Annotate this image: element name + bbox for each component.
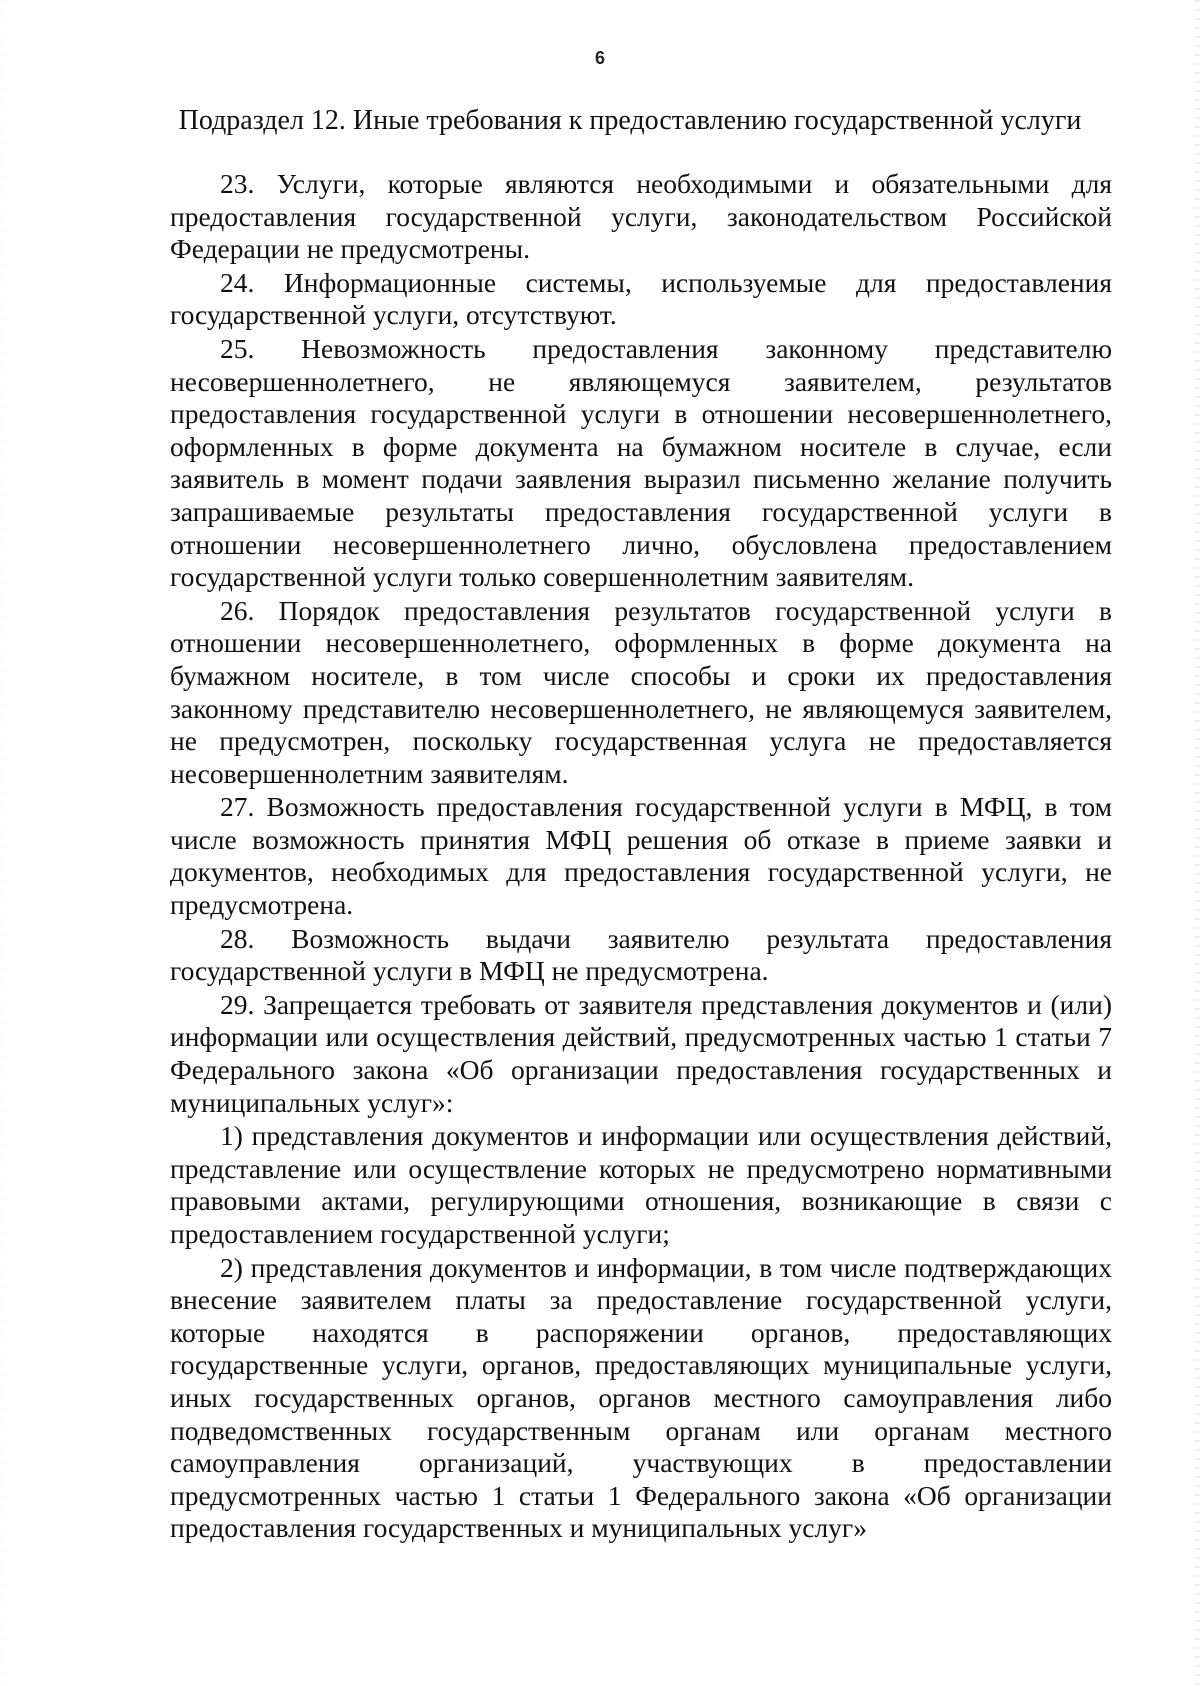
paragraph-29-item-2: 2) представления документов и информации, в том числе подтверждающих внесение заявителем платы за предоставление государственной услуги, которые находятся в распоряжении органов, предоставляющих государственные услуги, органов, предоставляющих муниципальные услуги, иных государственных органов, органов местного самоуправления либо подведомственных государственным органам или органам местного самоуправления организаций, участвующих в предоставлении предусмотренных частью 1 статьи 1 Федерального закона «Об организации предоставления государственных и муниципальных услуг» (170, 1251, 1112, 1544)
paragraph-27: 27. Возможность предоставления государственной услуги в МФЦ, в том числе возможность принятия МФЦ решения об отказе в приеме заявки и документов, необходимых для предоставления государственной услуги, не предусмотрена. (170, 791, 1112, 921)
scan-edge-left (0, 0, 3, 1686)
subsection-title: Подраздел 12. Иные требования к предоставлению государственной услуги (178, 105, 1082, 136)
document-body (170, 168, 1112, 1546)
paragraph-29-item-1: 1) представления документов и информации или осуществления действий, представление или осуществление которых не предусмотрено нормативными правовыми актами, регулирующими отношения, возникающие в связи с предоставлением государственной услуги; (170, 1120, 1112, 1249)
paragraph-25: 25. Невозможность предоставления законному представителю несовершеннолетнего, не являющемуся заявителем, результатов предоставления государственной услуги в отношении несовершеннолетнего, оформленных в форме документа на бумажном носителе в случае, если заявитель в момент подачи заявления выразил письменно желание получить запрашиваемые результаты предоставления государственной услуги в отношении несовершеннолетнего лично, обусловлена предоставлением государственной услуги только совершеннолетним заявителям. (170, 332, 1112, 593)
paragraph-23: 23. Услуги, которые являются необходимыми и обязательными для предоставления государственной услуги, законодательством Российской Федерации не предусмотрены. (170, 168, 1112, 265)
page-number: 6 (594, 48, 605, 68)
paragraph-24: 24. Информационные системы, используемые для предоставления государственной услуги, отсутствуют. (170, 266, 1112, 331)
scan-edge-right (1194, 0, 1200, 1686)
paragraph-28: 28. Возможность выдачи заявителю результата предоставления государственной услуги в МФЦ не предусмотрена. (170, 922, 1112, 987)
paragraph-29: 29. Запрещается требовать от заявителя представления документов и (или) информации или осуществления действий, предусмотренных частью 1 статьи 7 Федерального закона «Об организации предоставления государственных и муниципальных услуг»: (170, 988, 1112, 1118)
paragraph-26: 26. Порядок предоставления результатов государственной услуги в отношении несовершеннолетнего, оформленных в форме документа на бумажном носителе, в том числе способы и сроки их предоставления законному представителю несовершеннолетнего, не являющемуся заявителем, не предусмотрен, поскольку государственная услуга не предоставляется несовершеннолетним заявителям. (170, 594, 1112, 789)
